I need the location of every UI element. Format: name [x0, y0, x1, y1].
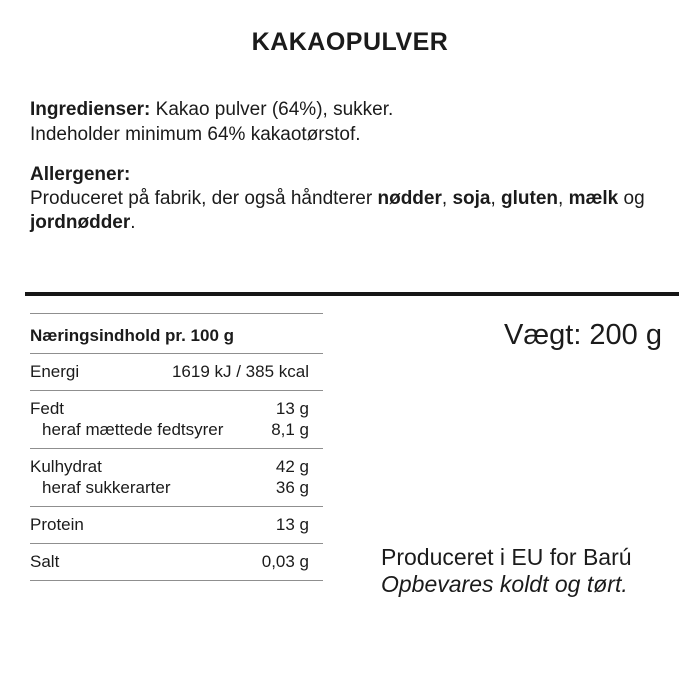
table-row-salt — [30, 544, 323, 581]
ingredients-label: Ingredienser: — [30, 99, 151, 120]
ingredients-text: Kakao pulver (64%), sukker. — [155, 99, 394, 120]
table-row-protein — [30, 507, 323, 544]
ingredients-section — [30, 97, 670, 147]
nutrient-sublabel: heraf sukkerarter — [42, 478, 171, 497]
nutrient-label: Fedt — [30, 399, 65, 418]
nutrient-label: Kulhydrat — [30, 457, 102, 476]
allergens-text: Produceret på fabrik, der også håndterer nødder, soja, gluten, mælk og jordnødder. — [30, 188, 645, 233]
nutrition-table-header: Næringsindhold pr. 100 g — [30, 314, 323, 354]
allergen-item: soja — [452, 188, 491, 209]
section-divider — [25, 292, 679, 296]
nutrition-table — [30, 313, 323, 581]
table-row-energi — [30, 354, 323, 391]
ingredients-note: Indeholder minimum 64% kakaotørstof. — [30, 124, 361, 145]
allergens-heading: Allergener: — [30, 164, 131, 185]
storage-line: Opbevares koldt og tørt. — [381, 571, 628, 597]
producer-section — [381, 544, 632, 598]
allergens-section — [30, 163, 670, 235]
weight-text: Vægt: 200 g — [504, 319, 662, 351]
nutrient-value: 13 g — [275, 399, 309, 418]
table-row-fedt — [30, 391, 323, 449]
allergens-intro: Produceret på fabrik, der også håndterer — [30, 188, 378, 209]
product-title: KAKAOPULVER — [251, 28, 449, 56]
table-row-kulhydrat — [30, 449, 323, 507]
producer-line: Produceret i EU for Barú — [381, 544, 632, 570]
nutrient-sublabel: heraf mættede fedtsyrer — [42, 420, 224, 439]
allergen-item: mælk — [568, 188, 619, 209]
nutrient-label: Protein — [30, 515, 84, 534]
allergen-item: nødder — [377, 188, 442, 209]
nutrient-value: 42 g — [275, 457, 309, 476]
nutrient-value: 1619 kJ / 385 kcal — [171, 362, 309, 381]
nutrient-label: Salt — [30, 552, 60, 571]
nutrient-value: 13 g — [275, 515, 309, 534]
allergen-item: jordnødder — [30, 212, 131, 233]
allergen-item: gluten — [501, 188, 559, 209]
nutrient-value: 36 g — [275, 478, 309, 497]
nutrient-value: 8,1 g — [271, 420, 309, 439]
nutrient-label: Energi — [30, 362, 80, 381]
nutrient-value: 0,03 g — [261, 552, 309, 571]
